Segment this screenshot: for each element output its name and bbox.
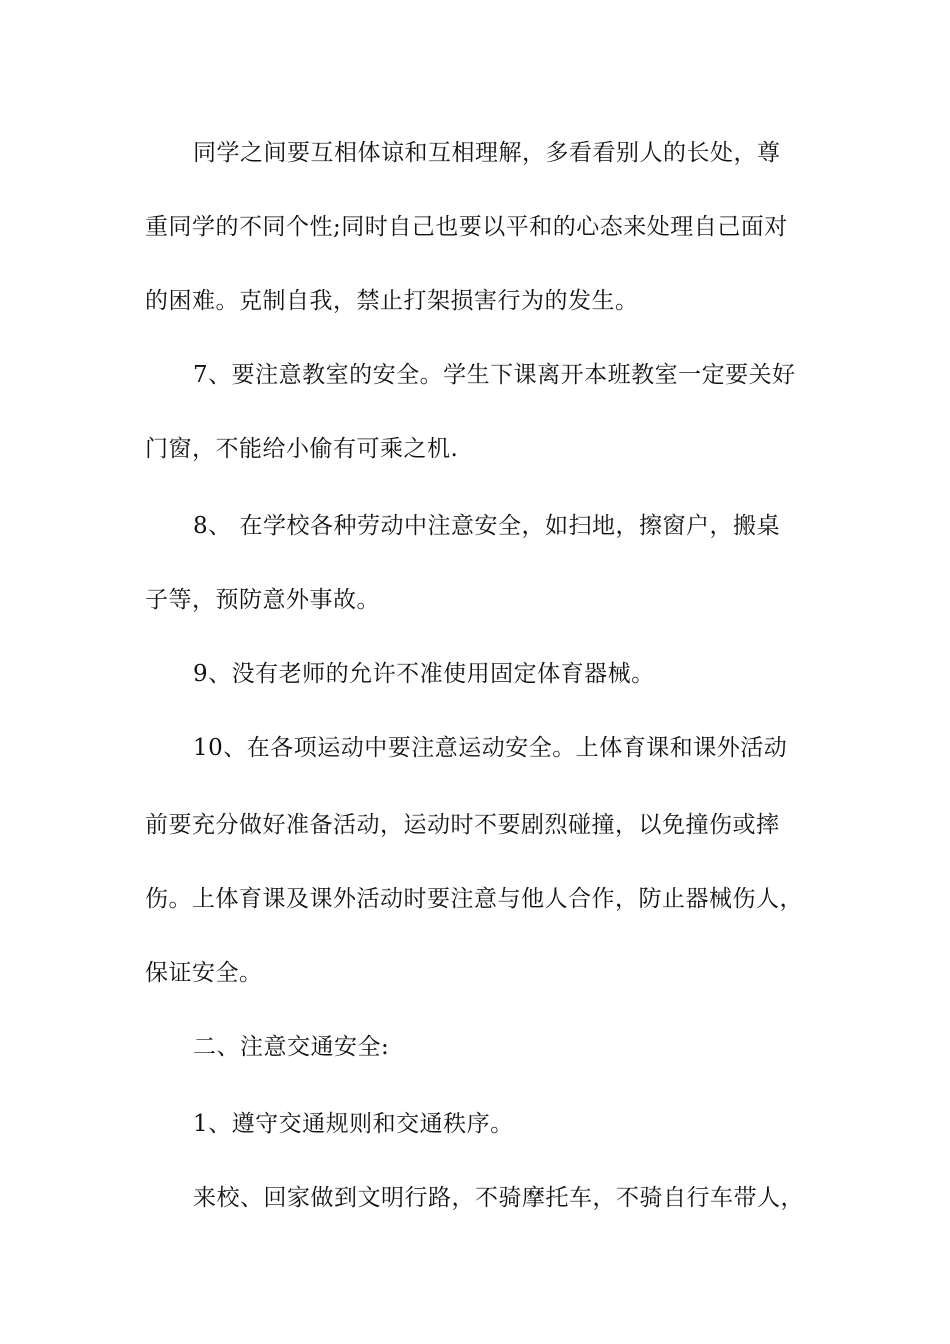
text-line: 门窗，不能给小偷有可乘之机. (145, 436, 459, 462)
text-line: 伤。上体育课及课外活动时要注意与他人合作，防止器械伤人， (145, 886, 803, 912)
text-line: 的困难。克制自我，禁止打架损害行为的发生。 (145, 288, 639, 314)
text-line: 9、没有老师的允许不准使用固定体育器械。 (193, 661, 655, 687)
text-line: 重同学的不同个性;同时自己也要以平和的心态来处理自己面对 (145, 214, 788, 240)
text-line: 10、在各项运动中要注意运动安全。上体育课和课外活动 (193, 735, 788, 761)
text-line: 保证安全。 (145, 960, 263, 986)
text-line: 同学之间要互相体谅和互相理解，多看看别人的长处，尊 (193, 140, 781, 166)
text-line: 来校、回家做到文明行路，不骑摩托车，不骑自行车带人， (193, 1185, 804, 1211)
section-heading: 二、注意交通安全: (193, 1034, 390, 1060)
text-line: 1、遵守交通规则和交通秩序。 (193, 1111, 514, 1137)
text-line: 8、 在学校各种劳动中注意安全，如扫地，擦窗户，搬桌 (193, 513, 780, 539)
text-line: 子等，预防意外事故。 (145, 587, 380, 613)
text-line: 7、要注意教室的安全。学生下课离开本班教室一定要关好 (193, 362, 796, 388)
text-line: 前要充分做好准备活动，运动时不要剧烈碰撞，以免撞伤或摔 (145, 812, 780, 838)
